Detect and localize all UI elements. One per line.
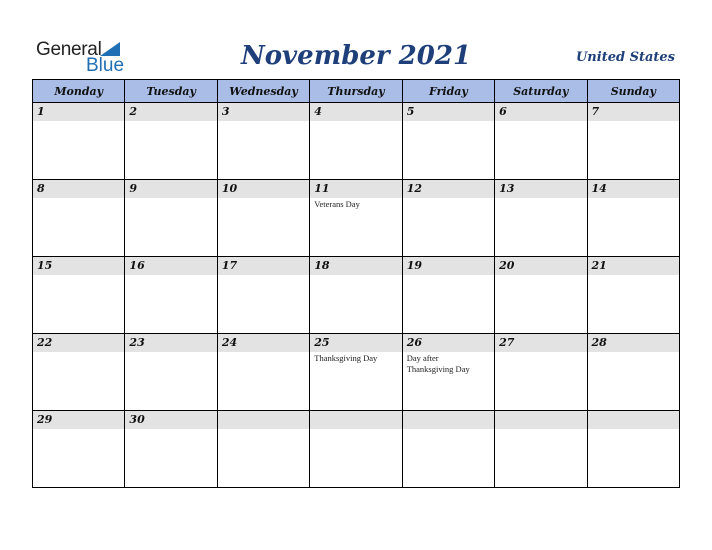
day-number: 24	[221, 336, 238, 349]
day-cell	[587, 103, 679, 180]
day-number: 26	[406, 336, 422, 349]
day-cell	[217, 103, 309, 180]
day-number: 8	[37, 182, 45, 195]
holiday-label	[588, 121, 672, 122]
holiday-label	[495, 275, 579, 276]
day-cell	[402, 334, 494, 411]
day-cell	[495, 103, 587, 180]
day-cell	[402, 411, 494, 488]
day-cell	[125, 334, 217, 411]
holiday-label	[218, 275, 302, 276]
logo-word-general: General	[36, 39, 102, 60]
weekday-monday: Monday	[33, 80, 125, 103]
day-number: 20	[499, 259, 515, 272]
day-number: 17	[221, 259, 238, 272]
holiday-label	[218, 198, 302, 199]
day-number: 27	[499, 336, 515, 349]
day-number: 4	[314, 105, 322, 118]
holiday-label	[125, 198, 209, 199]
day-cell	[310, 257, 402, 334]
day-cell	[495, 257, 587, 334]
holiday-label	[33, 352, 117, 353]
day-cell	[33, 103, 125, 180]
day-cell	[125, 180, 217, 257]
holiday-label	[495, 429, 579, 430]
day-number: 5	[406, 105, 415, 118]
day-cell	[217, 411, 309, 488]
day-number: 3	[221, 105, 230, 118]
day-cell	[310, 180, 402, 257]
holiday-label	[218, 429, 302, 430]
day-number: 23	[129, 336, 145, 349]
holiday-label	[33, 121, 117, 122]
weekday-friday: Friday	[402, 80, 494, 103]
day-cell	[495, 180, 587, 257]
day-cell	[495, 411, 587, 488]
calendar-title: November 2021	[240, 41, 472, 71]
day-number: 6	[499, 105, 507, 118]
day-number: 21	[591, 259, 607, 272]
holiday-label	[33, 275, 117, 276]
holiday-label	[310, 429, 394, 430]
day-number: 22	[37, 336, 53, 349]
holiday-label	[495, 352, 579, 353]
holiday-label	[33, 429, 117, 430]
holiday-label	[125, 121, 209, 122]
holiday-label	[588, 352, 672, 353]
week-row	[33, 180, 680, 257]
day-cell	[587, 411, 679, 488]
day-number: 15	[37, 259, 53, 272]
month-calendar	[32, 79, 680, 488]
week-row	[33, 257, 680, 334]
holiday-label	[403, 121, 487, 122]
day-number: 11	[314, 182, 330, 195]
holiday-label	[125, 275, 209, 276]
holiday-label	[403, 429, 487, 430]
day-number: 1	[37, 105, 45, 118]
day-cell	[33, 411, 125, 488]
day-cell	[217, 180, 309, 257]
week-row	[33, 411, 680, 488]
country-label: United States	[575, 50, 675, 65]
holiday-label	[310, 275, 394, 276]
day-cell	[402, 180, 494, 257]
holiday-label	[403, 275, 487, 276]
day-number: 19	[406, 259, 422, 272]
day-number: 16	[129, 259, 145, 272]
day-number: 25	[314, 336, 330, 349]
day-number: 13	[499, 182, 515, 195]
week-row	[33, 103, 680, 180]
weekday-thursday: Thursday	[310, 80, 402, 103]
day-number: 2	[129, 105, 138, 118]
day-number: 10	[221, 182, 238, 195]
holiday-label: Veterans Day	[314, 199, 360, 209]
day-cell	[125, 411, 217, 488]
day-cell	[217, 257, 309, 334]
holiday-label	[218, 121, 302, 122]
holiday-label	[125, 352, 209, 353]
holiday-label	[588, 198, 672, 199]
day-cell	[217, 334, 309, 411]
weekday-header-row	[33, 80, 680, 103]
holiday-label	[125, 429, 209, 430]
holiday-label: Day after Thanksgiving Day	[406, 353, 470, 374]
day-number: 14	[591, 182, 607, 195]
holiday-label	[33, 198, 117, 199]
day-number: 7	[591, 105, 600, 118]
weekday-sunday: Sunday	[587, 80, 679, 103]
day-number: 28	[591, 336, 607, 349]
weekday-wednesday: Wednesday	[217, 80, 309, 103]
day-cell	[310, 411, 402, 488]
day-cell	[402, 257, 494, 334]
holiday-label	[588, 429, 672, 430]
day-cell	[402, 103, 494, 180]
day-cell	[587, 257, 679, 334]
weekday-saturday: Saturday	[495, 80, 587, 103]
day-number: 12	[406, 182, 422, 195]
day-cell	[33, 180, 125, 257]
day-number: 9	[129, 182, 138, 195]
day-cell	[125, 257, 217, 334]
week-row	[33, 334, 680, 411]
holiday-label	[310, 121, 394, 122]
holiday-label	[403, 198, 487, 199]
day-cell	[587, 334, 679, 411]
logo-word-blue: Blue	[86, 55, 125, 76]
weekday-tuesday: Tuesday	[125, 80, 217, 103]
day-number: 29	[37, 413, 53, 426]
holiday-label	[495, 121, 579, 122]
day-cell	[33, 334, 125, 411]
day-cell	[310, 334, 402, 411]
day-cell	[33, 257, 125, 334]
day-number: 30	[129, 413, 145, 426]
holiday-label	[588, 275, 672, 276]
day-number: 18	[314, 259, 330, 272]
holiday-label	[495, 198, 579, 199]
holiday-label: Thanksgiving Day	[314, 353, 378, 363]
day-cell	[310, 103, 402, 180]
day-cell	[125, 103, 217, 180]
day-cell	[587, 180, 679, 257]
holiday-label	[218, 352, 302, 353]
day-cell	[495, 334, 587, 411]
